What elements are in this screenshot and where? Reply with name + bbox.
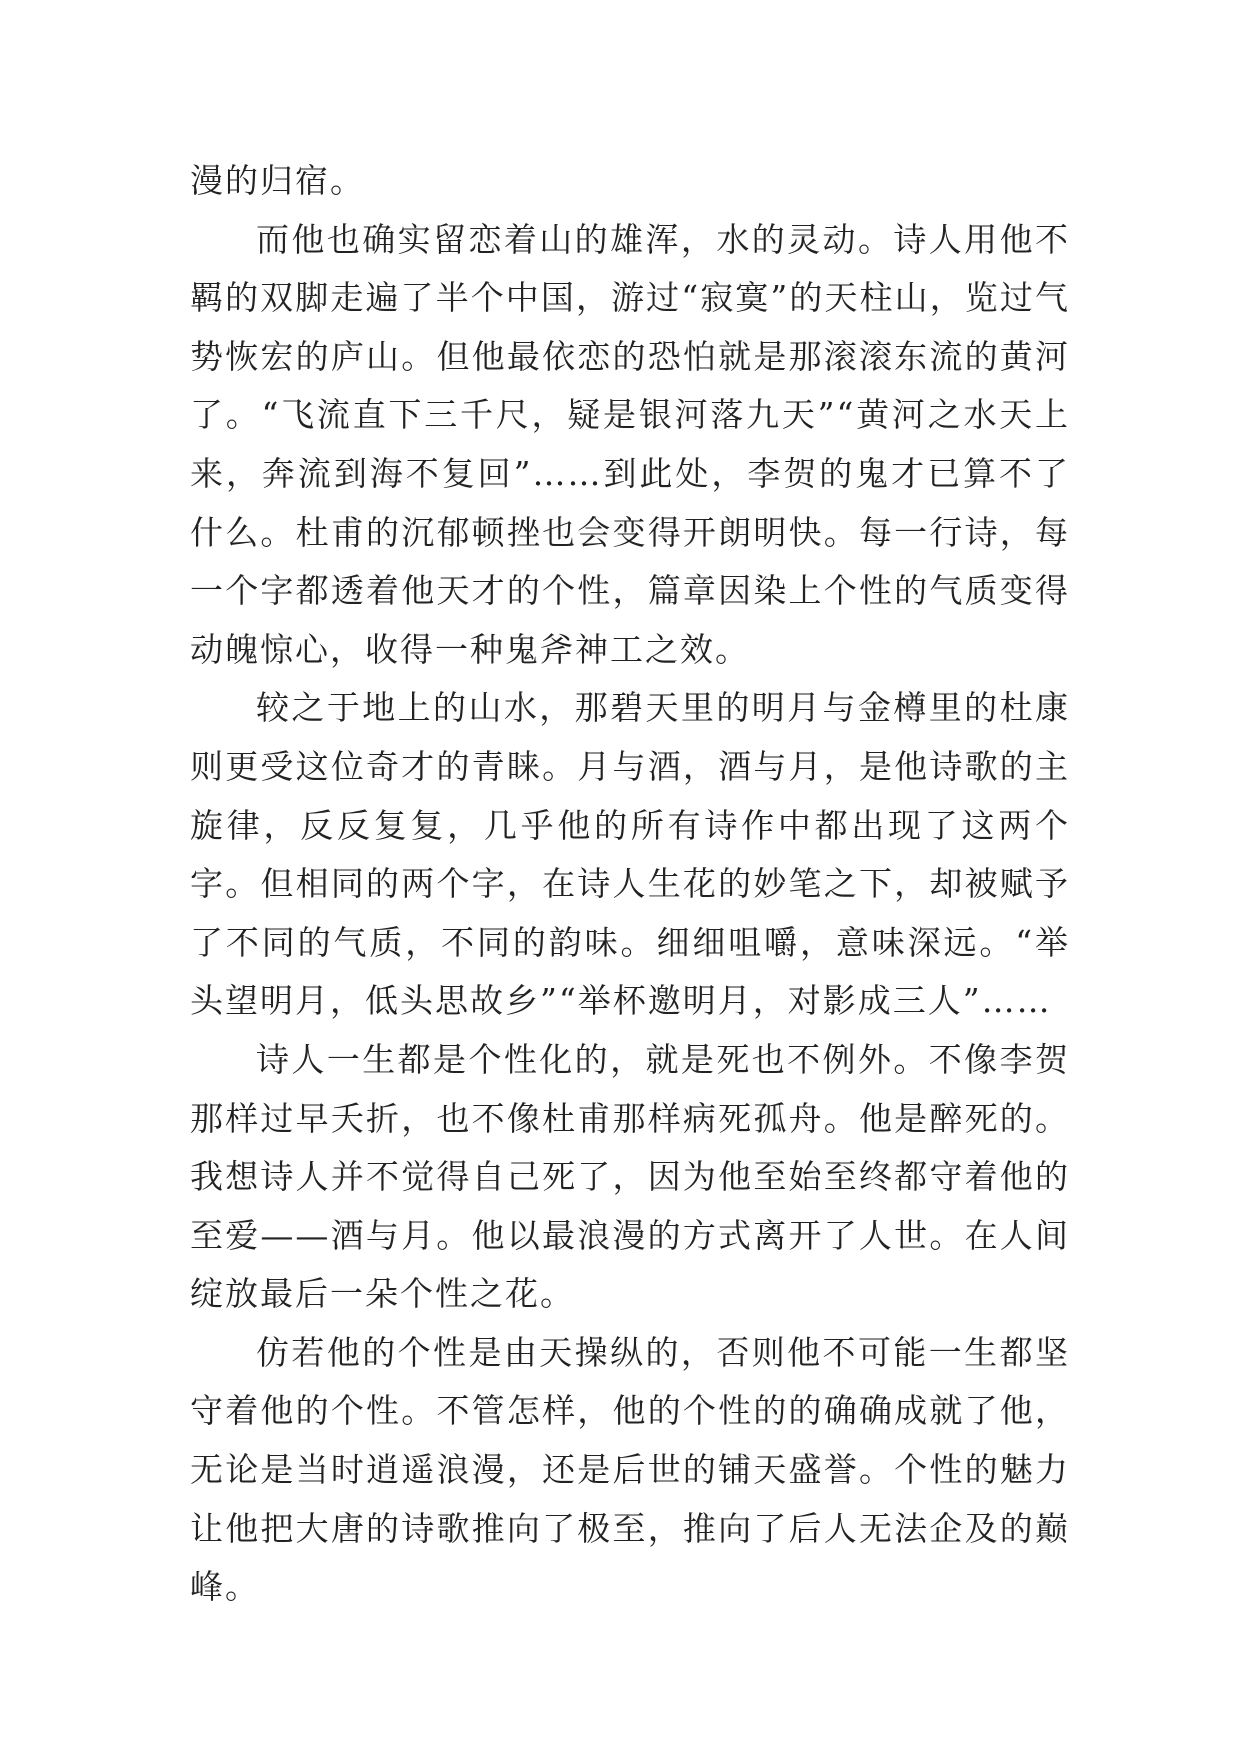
paragraph-continuation: 漫的归宿。 [190, 161, 365, 200]
paragraph-moon-wine: 较之于地上的山水，那碧天里的明月与金樽里的杜康则更受这位奇才的青睐。月与酒，酒与月，是他诗歌的主旋律，反反复复，几乎他的所有诗作中都出现了这两个字。但相同的两个字，在诗人生花的妙笔之下，却被赋予了不同的气质，不同的韵味。细细咀嚼，意味深远。“举头望明月，低头思故乡”“举杯邀明月，对影成三人”…… [190, 688, 1070, 1021]
paragraph-mountains-rivers: 而他也确实留恋着山的雄浑，水的灵动。诗人用他不羁的双脚走遍了半个中国，游过“寂寞”的天柱山，览过气势恢宏的庐山。但他最依恋的恐怕就是那滚滚东流的黄河了。“飞流直下三千尺，疑是银河落九天”“黄河之水天上来，奔流到海不复回”……到此处，李贺的鬼才已算不了什么。杜甫的沉郁顿挫也会变得开朗明快。每一行诗，每一个字都透着他天才的个性，篇章因染上个性的气质变得动魄惊心，收得一种鬼斧神工之效。 [190, 219, 1070, 669]
paragraph-conclusion: 仿若他的个性是由天操纵的，否则他不可能一生都坚守着他的个性。不管怎样，他的个性的的确确成就了他，无论是当时逍遥浪漫，还是后世的铺天盛誉。个性的魅力让他把大唐的诗歌推向了极至，推向了后人无法企及的巅峰。 [190, 1332, 1070, 1607]
paragraph-death: 诗人一生都是个性化的，就是死也不例外。不像李贺那样过早夭折，也不像杜甫那样病死孤舟。他是醉死的。我想诗人并不觉得自己死了，因为他至始至终都守着他的至爱——酒与月。他以最浪漫的方式离开了人世。在人间绽放最后一朵个性之花。 [190, 1039, 1070, 1314]
essay-body [190, 152, 1070, 1617]
